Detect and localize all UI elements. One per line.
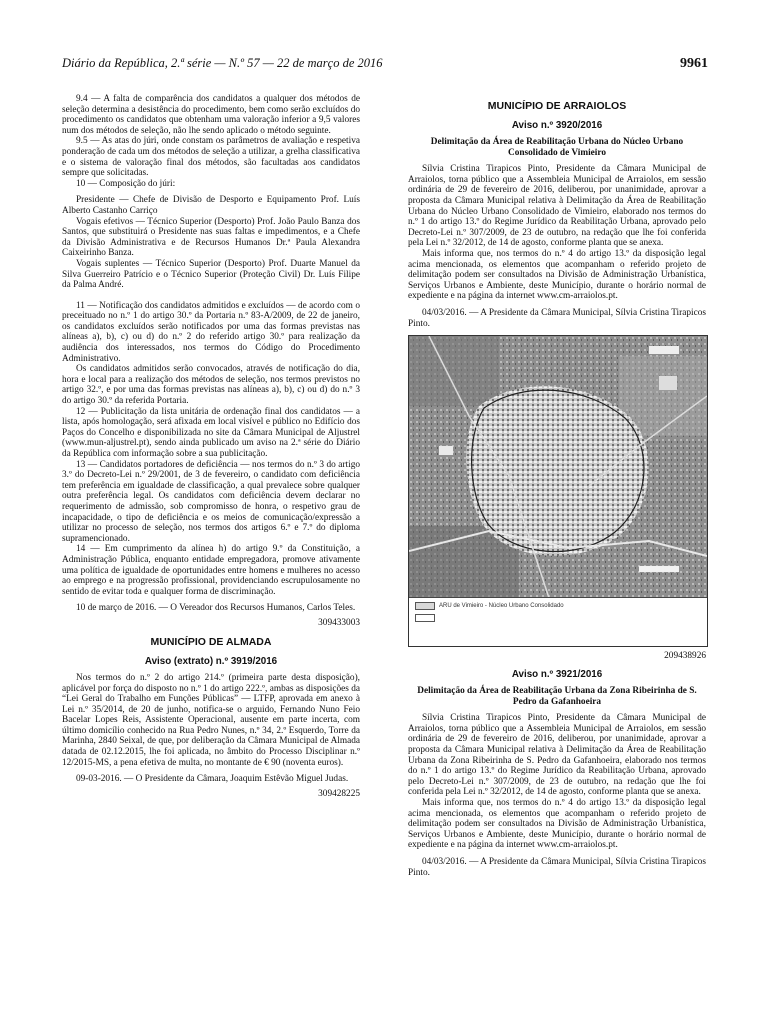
signature: 09-03-2016. — O Presidente da Câmara, Joaquim Estêvão Miguel Judas. <box>76 774 349 785</box>
paragraph: Vogais efetivos — Técnico Superior (Desporto) Prof. João Paulo Banza dos Santos, que substituirá o Presidente nas suas faltas e impedimentos, e a Chefe da Divisão Administrativa e de Recursos Humanos Dr.ª Paula Alexandra Caixeirinho Banza. <box>62 216 360 259</box>
paragraph: Mais informa que, nos termos do n.º 4 do artigo 13.º da disposição legal acima mencionada, os elementos que acompanham o referido projeto de delimitação podem ser consultados na Divisão de Administração Urbanística, Serviços Urbanos e Ambiente, deste Município, durante o horário normal de expediente e na página da internet www.cm-arraiolos.pt. <box>408 248 706 302</box>
paragraph: 10 — Composição do júri: <box>76 178 176 189</box>
document-code: 309433003 <box>318 617 360 628</box>
paragraph: 11 — Notificação dos candidatos admitidos e excluídos — de acordo com o preceituado no n.º 1 do artigo 30.º da Portaria n.º 83-A/2009, de 22 de janeiro, os candidatos excluídos serão notificados por uma das formas previstas nas alíneas a), b), c) ou d) do n.º 2 do referido artigo 30.º para realização da audiência dos interessados, nos termos do Código do Procedimento Administrativo. <box>62 300 360 364</box>
map-legend <box>409 597 707 646</box>
signature: 10 de março de 2016. — O Vereador dos Recursos Humanos, Carlos Teles. <box>76 603 356 614</box>
aviso-subtitle: Delimitação da Área de Reabilitação Urbana do Núcleo Urbano Consolidado de Vimieiro <box>430 137 684 158</box>
legend-swatch <box>415 614 435 622</box>
legend-label: ARU de Vimieiro - Núcleo Urbano Consolidado <box>439 603 564 610</box>
signature: 04/03/2016. — A Presidente da Câmara Municipal, Sílvia Cristina Tirapicos Pinto. <box>408 857 706 878</box>
left-column <box>62 94 360 807</box>
document-code: 209438926 <box>664 651 706 662</box>
paragraph: 14 — Em cumprimento da alínea h) do artigo 9.º da Constituição, a Administração Pública, enquanto entidade empregadora, promove ativamente uma política de igualdade de oportunidades entre homens e mulheres no acesso ao emprego e na progressão profissional, providenciando escrupulosamente no sentido de evitar toda e qualquer forma de discriminação. <box>62 544 360 597</box>
right-column <box>408 94 706 878</box>
paragraph: 13 — Candidatos portadores de deficiência — nos termos do n.º 3 do artigo 3.º do Decreto-Lei n.º 29/2001, de 3 de fevereiro, o candidato com deficiência tem preferência em igualdade de classificação, a qual prevalece sobre qualquer outra preferência legal. Os candidatos com deficiência devem declarar no requerimento de admissão, sob compromisso de honra, o respetivo grau de incapacidade, o tipo de deficiência e os meios de comunicação/expressão a utilizar no processo de seleção, nos termos dos artigos 6.º e 7.º do diploma supramencionado. <box>62 459 360 544</box>
paragraph: Nos termos do n.º 2 do artigo 214.º (primeira parte desta disposição), aplicável por força do disposto no n.º 1 do artigo 222.º, ambas as disposições da “Lei Geral do Trabalho em Funções Públicas” — LTFP, aprovada em anexo à Lei n.º 35/2014, de 20 de junho, notifica-se o arguido, Fernando Nuno Feio Bacelar Lopes Reis, Assistente Operacional, ausente em parte incerta, com último domicílio conhecido na Rua Pedro Nunes, n.º 34, 2.º Esquerdo, Torre da Marinha, 2840 Seixal, de que, por deliberação da Câmara Municipal de Almada datada de 02.12.2015, lhe foi aplicada, no âmbito do Processo Disciplinar n.º 12/2015-MS, a pena efetiva de multa, no montante de € 90 (noventa euros). <box>62 672 360 768</box>
municipality-heading: MUNICÍPIO DE ARRAIOLOS <box>487 100 627 112</box>
aviso-number: Aviso n.º 3921/2016 <box>511 669 603 681</box>
aviso-number: Aviso n.º 3920/2016 <box>511 120 603 131</box>
paragraph: Sílvia Cristina Tirapicos Pinto, Presidente da Câmara Municipal de Arraiolos, torna público que a Assembleia Municipal de Arraiolos, em sessão ordinária de 29 de fevereiro de 2016, deliberou, por unanimidade, aprovar a proposta da Câmara Municipal relativa à Delimitação da Área de Reabilitação Urbana do Núcleo Urbano Consolidado de Vimieiro, elaborado nos termos do n.º 1 do artigo 13.º do Regime Jurídico da Reabilitação Urbana, aprovado pelo Decreto-Lei n.º 307/2009, de 23 de outubro, na redação que lhe foi conferida pela Lei n.º 32/2012, de 14 de agosto, conforme planta que se anexa. <box>408 164 706 249</box>
paragraph: 9.5 — As atas do júri, onde constam os parâmetros de avaliação e respetiva ponderação de cada um dos métodos de seleção a utilizar, a grelha classificativa e o sistema de valoração final dos métodos, são facultadas aos candidatos sempre que solicitadas. <box>62 136 360 179</box>
page-number: 9961 <box>680 56 708 71</box>
paragraph: Mais informa que, nos termos do n.º 4 do artigo 13.º da disposição legal acima mencionada, os elementos que acompanham o referido projeto de delimitação podem ser consultados na Divisão de Administração Urbanística, Serviços Urbanos e Ambiente, deste Município, durante o horário normal de expediente e na página da internet www.cm-arraiolos.pt. <box>408 798 706 851</box>
legend-swatch <box>415 602 435 610</box>
aviso-subtitle: Delimitação da Área de Reabilitação Urbana da Zona Ribeirinha de S. Pedro da Gafanhoeira <box>417 686 697 707</box>
document-code: 309428225 <box>318 788 360 799</box>
paragraph: Presidente — Chefe de Divisão de Desporto e Equipamento Prof. Luís Alberto Castanho Carriço <box>62 195 360 216</box>
aerial-photo <box>409 336 707 598</box>
signature: 04/03/2016. — A Presidente da Câmara Municipal, Sílvia Cristina Tirapicos Pinto. <box>408 307 706 329</box>
journal-title: Diário da República, 2.ª série — N.º 57 — 22 de março de 2016 <box>62 56 383 70</box>
paragraph: Vogais suplentes — Técnico Superior (Desporto) Prof. Duarte Manuel da Silva Guerreiro Patrício e o Técnico Superior (Proteção Civil) Dr. Luís Filipe da Palma André. <box>62 258 360 291</box>
paragraph: Sílvia Cristina Tirapicos Pinto, Presidente da Câmara Municipal de Arraiolos, torna público que a Assembleia Municipal de Arraiolos, em sessão ordinária de 29 de fevereiro de 2016, deliberou, por unanimidade, aprovar a proposta da Câmara Municipal relativa à Delimitação da Área de Reabilitação Urbana da Zona Ribeirinha de S. Pedro da Gafanhoeira, elaborado nos termos do n.º 1 do artigo 13.º do Regime Jurídico da Reabilitação Urbana, aprovado pelo Decreto-Lei n.º 307/2009, de 23 de outubro, na redação que lhe foi conferida pela Lei n.º 32/2012, de 14 de agosto, conforme planta que se anexa. <box>408 713 706 798</box>
paragraph: 12 — Publicitação da lista unitária de ordenação final dos candidatos — a lista, após homologação, será afixada em local visível e público no Edifício dos Paços do Concelho e disponibilizada no site da Câmara Municipal de Aljustrel (www.mun-aljustrel.pt), sendo ainda publicado um aviso na 2.ª série do Diário da República com informação sobre a sua publicitação. <box>62 406 360 459</box>
aviso-number: Aviso (extrato) n.º 3919/2016 <box>144 655 278 667</box>
aerial-map-image <box>408 335 708 647</box>
municipality-heading: MUNICÍPIO DE ALMADA <box>150 635 272 648</box>
page-header <box>62 56 708 78</box>
paragraph: Os candidatos admitidos serão convocados, através de notificação do dia, hora e local para a realização dos métodos de seleção, nos termos previstos no artigo 32.º, e por uma das formas previstas nas alíneas a), b), c) ou d) do n.º 3 do artigo 30.º da referida Portaria. <box>62 364 360 407</box>
paragraph: 9.4 — A falta de comparência dos candidatos a qualquer dos métodos de seleção determina a desistência do procedimento, bem como serão excluídos do procedimento os candidatos que obtenham uma valoração inferior a 9,5 valores num dos métodos de seleção, não lhe sendo aplicado o método seguinte. <box>62 94 360 136</box>
